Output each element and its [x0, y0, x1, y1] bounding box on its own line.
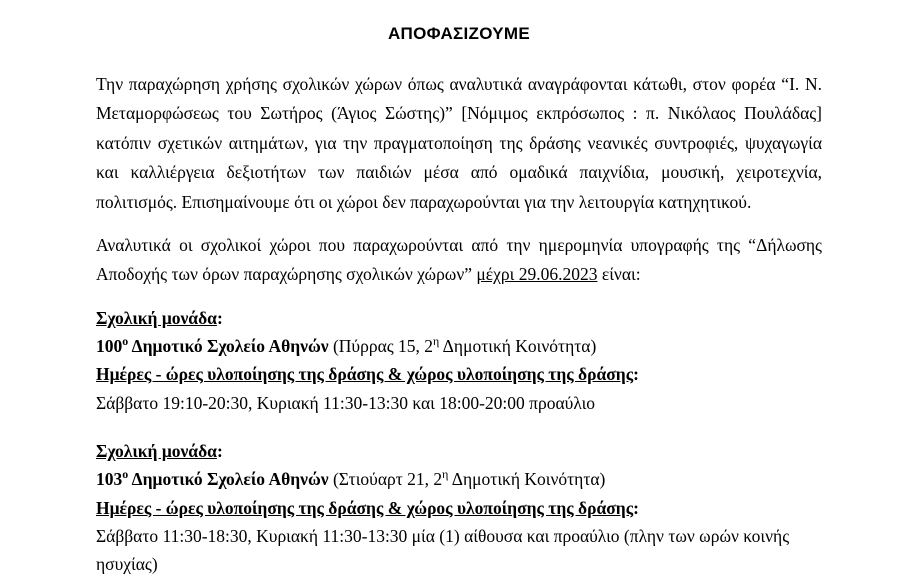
schedule-label: Ημέρες - ώρες υλοποίησης της δράσης & χώρος υλοποίησης της δράσης: [96, 497, 634, 518]
paragraph-decision-body: Την παραχώρηση χρήσης σχολικών χώρων όπως αναλυτικά αναγράφονται κάτωθι, στον φορέα “Ι. Ν. Μεταμορφώσεως του Σωτήρος (Άγιος Σώστης)” [Νόμιμος εκπρόσωπος : π. Νικόλαος Πουλάδας] κατόπιν σχετικών αιτημάτων, για την πραγματοποίηση της δράσης νεανικές συντροφιές, ψυχαγωγία και καλλιέργεια δεξιοτήτων των παιδιών μέσα από ομαδικά παιχνίδια, μουσική, χειροτεχνία, πολιτισμός. Επισημαίνουμε ότι οι χώροι δεν παραχωρούνται για την λειτουργία κατηχητικού.: [96, 74, 822, 212]
school-unit-label: Σχολική μονάδα: [96, 307, 217, 328]
schedule-heading: [96, 494, 822, 522]
paragraph-details-part1: Αναλυτικά οι σχολικοί χώροι που παραχωρούνται από την ημερομηνία υπογραφής της “Δήλωσης Αποδοχής των όρων παραχώρησης σχολικών χώρων”: [96, 234, 822, 285]
schedule-text: Σάββατο 19:10-20:30, Κυριακή 11:30-13:30 και 18:00-20:00 προαύλιο: [96, 392, 596, 413]
deadline-date: μέχρι 29.06.2023: [476, 264, 598, 285]
school-unit-heading: [96, 304, 822, 332]
schedule-label: Ημέρες - ώρες υλοποίησης της δράσης & χώρος υλοποίησης της δράσης: [96, 364, 634, 385]
school-number-suffix: ο: [122, 467, 129, 482]
school-address-rest: Δημοτική Κοινότητα): [439, 336, 597, 357]
school-number: 103: [96, 469, 123, 490]
school-address: (Πύρρας 15, 2: [328, 336, 434, 357]
schedule-heading: [96, 360, 822, 388]
school-entry: [96, 437, 822, 579]
schedule-text: Σάββατο 11:30-18:30, Κυριακή 11:30-13:30 μία (1) αίθουσα και προαύλιο (πλην των ωρών κοινής ησυχίας): [96, 526, 790, 575]
school-number-suffix: ο: [122, 334, 129, 349]
school-unit-colon: :: [216, 441, 223, 462]
school-address-suffix: η: [442, 467, 449, 482]
school-name-line: [96, 332, 822, 360]
school-number: 100: [96, 336, 123, 357]
entry-spacer: [96, 417, 822, 437]
page-title: ΑΠΟΦΑΣΙΖΟΥΜΕ: [387, 24, 531, 43]
schedule-colon: :: [633, 497, 639, 518]
school-unit-label: Σχολική μονάδα: [96, 441, 217, 462]
school-entry: [96, 304, 822, 417]
school-name: Δημοτικό Σχολείο Αθηνών: [128, 336, 329, 357]
school-name: Δημοτικό Σχολείο Αθηνών: [128, 469, 329, 490]
school-address-rest: Δημοτική Κοινότητα): [448, 469, 606, 490]
school-address-suffix: η: [433, 334, 440, 349]
schedule-colon: :: [633, 364, 639, 385]
paragraph-details-intro: [96, 231, 822, 290]
school-name-line: [96, 465, 822, 493]
school-address: (Στιούαρτ 21, 2: [328, 469, 443, 490]
paragraph-details-part2: είναι:: [597, 264, 641, 285]
school-unit-colon: :: [216, 307, 223, 328]
school-unit-heading: [96, 437, 822, 465]
